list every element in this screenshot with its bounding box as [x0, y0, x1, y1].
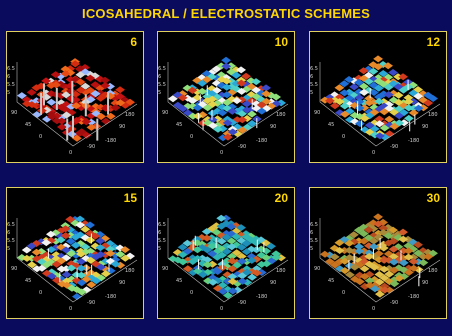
- z-tick-label: 5.5: [7, 82, 15, 88]
- surface-plot-10: [157, 31, 295, 163]
- z-tick-label: 5: [7, 90, 11, 96]
- y2-tick-label: 180: [276, 268, 286, 274]
- z-tick-label: 6.5: [158, 222, 166, 228]
- panel-label: 6: [130, 35, 137, 49]
- surface-mesh: [17, 58, 135, 142]
- surface-cell: [236, 66, 246, 73]
- surface-mesh: [168, 215, 286, 299]
- surface-mesh: [320, 213, 438, 297]
- y-tick-label: -90: [390, 300, 399, 306]
- y-tick-label: -90: [87, 300, 96, 306]
- x-tick-label: 45: [25, 278, 32, 284]
- x-tick-label: 45: [176, 278, 183, 284]
- surface-plot-20: [157, 187, 295, 319]
- y2-tick-label: 180: [428, 112, 438, 118]
- y2-tick-label: 180: [276, 112, 286, 118]
- x-tick-label: 45: [328, 278, 335, 284]
- y2-tick-label: 90: [119, 280, 126, 286]
- surface-graphic: [310, 188, 446, 318]
- z-tick-label: 6: [7, 230, 11, 236]
- x-tick-label: 90: [162, 266, 169, 272]
- z-tick-label: 5: [310, 246, 314, 252]
- y2-tick-label: 90: [422, 124, 429, 130]
- x-tick-label: 45: [25, 122, 32, 128]
- surface-mesh: [168, 57, 286, 142]
- y-tick-label: -180: [256, 138, 268, 144]
- x-tick-label: 0: [190, 134, 194, 140]
- panel-label: 10: [274, 35, 288, 49]
- z-tick-label: 5.5: [158, 238, 166, 244]
- x-tick-label: 0: [190, 290, 194, 296]
- y-tick-label: -180: [408, 294, 420, 300]
- y2-tick-label: 90: [119, 124, 126, 130]
- z-tick-label: 6.5: [310, 66, 318, 72]
- z-tick-label: 6: [7, 74, 11, 80]
- y-tick-label: 0: [69, 150, 73, 156]
- y-tick-label: -180: [408, 138, 420, 144]
- surface-graphic: [7, 32, 143, 162]
- y2-tick-label: 90: [422, 280, 429, 286]
- slide-title: ICOSAHEDRAL / ELECTROSTATIC SCHEMES: [82, 6, 370, 21]
- y-tick-label: -90: [238, 144, 247, 150]
- z-tick-label: 6.5: [310, 222, 318, 228]
- y-tick-label: 0: [220, 306, 224, 312]
- y-tick-label: -180: [105, 138, 117, 144]
- y-tick-label: 0: [372, 150, 376, 156]
- z-tick-label: 6.5: [158, 66, 166, 72]
- y-tick-label: -90: [238, 300, 247, 306]
- surface-plot-6: [6, 31, 144, 163]
- y2-tick-label: 90: [270, 280, 277, 286]
- y-tick-label: -180: [105, 294, 117, 300]
- z-tick-label: 6: [310, 230, 314, 236]
- panel-label: 12: [426, 35, 440, 49]
- surface-graphic: [158, 32, 294, 162]
- panel-label: 15: [123, 191, 137, 205]
- surface-plot-12: [309, 31, 447, 163]
- z-tick-label: 5: [7, 246, 11, 252]
- surface-cell: [373, 55, 383, 62]
- y-tick-label: 0: [372, 306, 376, 312]
- z-tick-label: 6.5: [7, 66, 15, 72]
- x-tick-label: 0: [39, 290, 43, 296]
- panel-label: 20: [274, 191, 288, 205]
- x-tick-label: 90: [11, 266, 18, 272]
- y2-tick-label: 90: [270, 124, 277, 130]
- z-tick-label: 5.5: [310, 238, 318, 244]
- surface-graphic: [310, 32, 446, 162]
- y2-tick-label: 180: [125, 112, 135, 118]
- surface-cell: [373, 213, 383, 220]
- x-tick-label: 0: [342, 290, 346, 296]
- surface-plot-15: [6, 187, 144, 319]
- y-tick-label: -90: [390, 144, 399, 150]
- x-tick-label: 90: [11, 110, 18, 116]
- y2-tick-label: 180: [125, 268, 135, 274]
- x-tick-label: 90: [162, 110, 169, 116]
- y-tick-label: -90: [87, 144, 96, 150]
- z-tick-label: 6: [310, 74, 314, 80]
- x-tick-label: 45: [176, 122, 183, 128]
- x-tick-label: 0: [39, 134, 43, 140]
- surface-mesh: [17, 216, 135, 301]
- surface-plot-30: [309, 187, 447, 319]
- z-tick-label: 5.5: [7, 238, 15, 244]
- y-tick-label: -180: [256, 294, 268, 300]
- z-tick-label: 6: [158, 230, 162, 236]
- x-tick-label: 0: [342, 134, 346, 140]
- z-tick-label: 5: [158, 246, 162, 252]
- x-tick-label: 45: [328, 122, 335, 128]
- z-tick-label: 5: [158, 90, 162, 96]
- z-tick-label: 6.5: [7, 222, 15, 228]
- surface-mesh: [320, 55, 438, 140]
- z-tick-label: 5.5: [158, 82, 166, 88]
- panel-label: 30: [426, 191, 440, 205]
- y2-tick-label: 180: [428, 268, 438, 274]
- x-tick-label: 90: [314, 110, 321, 116]
- z-tick-label: 5: [310, 90, 314, 96]
- z-tick-label: 6: [158, 74, 162, 80]
- surface-graphic: [158, 188, 294, 318]
- surface-cell: [221, 57, 231, 64]
- y-tick-label: 0: [69, 306, 73, 312]
- x-tick-label: 90: [314, 266, 321, 272]
- z-tick-label: 5.5: [310, 82, 318, 88]
- y-tick-label: 0: [220, 150, 224, 156]
- surface-graphic: [7, 188, 143, 318]
